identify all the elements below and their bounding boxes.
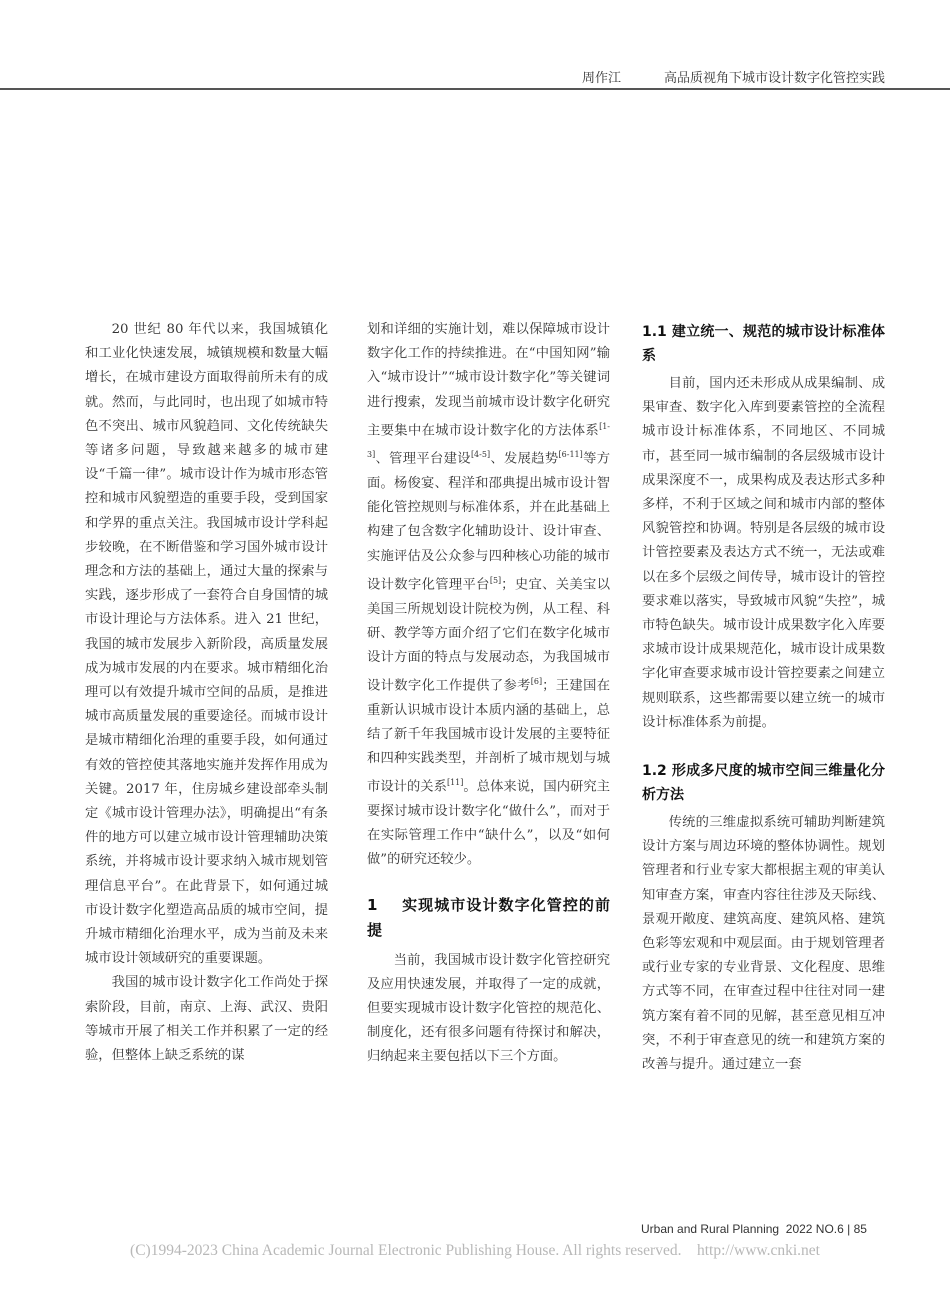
paragraph: 我国的城市设计数字化工作尚处于探索阶段，目前，南京、上海、武汉、贵阳等城市开展了相关工作并积累了一定的经验，但整体上缺乏系统的谋 xyxy=(85,975,328,1064)
citation: [6] xyxy=(530,677,543,687)
citation: [4-5] xyxy=(470,450,491,460)
subsection-heading: 1.1 建立统一、规范的城市设计标准体系 xyxy=(642,324,885,364)
paragraph: 传统的三维虚拟系统可辅助判断建筑设计方案与周边环境的整体协调性。规划管理者和行业专家大都根据主观的审美认知审查方案，审查内容往往涉及天际线、景观开敞度、建筑高度、建筑风格、建筑色彩等宏观和中观层面。由于规划管理者或行业专家的专业背景、文化程度、思维方式等不同，在审查过程中往往对同一建筑方案有着不同的见解，甚至意见相互冲突，不利于审查意见的统一和建筑方案的改善与提升。通过建立一套 xyxy=(642,815,885,1073)
running-header xyxy=(0,62,950,90)
footer-separator: | xyxy=(847,1222,851,1236)
journal-footer xyxy=(641,1222,867,1236)
section-title: 实现城市设计数字化管控的前提 xyxy=(367,895,610,939)
column-3 xyxy=(642,320,885,1077)
citation: [11] xyxy=(446,778,464,788)
citation: [1-3] xyxy=(367,421,610,460)
paragraph: 目前，国内还未形成从成果编制、成果审查、数字化入库到要素管控的全流程城市设计标准体系，不同地区、不同城市，甚至同一城市编制的各层级城市设计成果深度不一，成果构成及表达形式多种多样，不利于区域之间和城市内部的整体风貌管控和协调。特别是各层级的城市设计管控要素及表达方式不统一，无法或难以在多个层级之间传导，城市设计的管控要求难以落实，导致城市风貌“失控”，城市特色缺失。城市设计成果数字化入库要求城市设计成果规范化，城市设计成果数字化审查要求城市设计管控要素之间建立规则联系，这些都需要以建立统一的城市设计标准体系为前提。 xyxy=(642,376,885,730)
paragraph-text: ；史宜、关美宝以美国三所规划设计院校为例，从工程、科研、教学等方面介绍了它们在数字化城市设计方面的特点与发展动态，为我国城市设计数字化工作提供了参考 xyxy=(367,577,611,694)
paragraph-text: 划和详细的实施计划，难以保障城市设计数字化工作的持续推进。在“中国知网”输入“城市设计”“城市设计数字化”等关键词进行搜索，发现当前城市设计数字化研究主要集中在城市设计数字化的方法体系 xyxy=(367,322,610,439)
paragraph-text: 、管理平台建设 xyxy=(375,451,471,467)
paragraph-text: 等方面。杨俊宴、程洋和邵典提出城市设计智能化管控规则与标准体系，并在此基础上构建了包含数字化辅助设计、设计审查、实施评估及公众参与四种核心功能的城市设计数字化管理平台 xyxy=(367,451,611,593)
header-title: 高品质视角下城市设计数字化管控实践 xyxy=(664,71,886,86)
paragraph xyxy=(367,318,610,873)
citation: [6-11] xyxy=(558,450,583,460)
section-heading xyxy=(367,893,610,943)
journal-name: Urban and Rural Planning xyxy=(641,1222,780,1236)
header-author: 周作江 xyxy=(582,71,622,86)
paragraph-text: 、发展趋势 xyxy=(490,451,559,467)
column-1 xyxy=(85,318,328,1068)
subsection-heading: 1.2 形成多尺度的城市空间三维量化分析方法 xyxy=(642,763,885,804)
paragraph-text: 。总体来说，国内研究主要探讨城市设计数字化“做什么”，而对于在实际管理工作中“缺什么”，以及“如何做”的研究还较少。 xyxy=(367,779,610,868)
paragraph-text: ；王建国在重新认识城市设计本质内涵的基础上，总结了新千年我国城市设计发展的主要特征和四种实践类型，并剖析了城市规划与城市设计的关系 xyxy=(367,678,611,795)
section-number: 1 xyxy=(367,895,378,914)
paragraph: 20 世纪 80 年代以来，我国城镇化和工业化快速发展，城镇规模和数量大幅增长，在城市建设方面取得前所未有的成就。然而，与此同时，也出现了如城市特色不突出、城市风貌趋同、文化传统缺失等诸多问题，导致越来越多的城市建设“千篇一律”。城市设计作为城市形态管控和城市风貌塑造的重要手段，受到国家和学界的重点关注。我国城市设计学科起步较晚，在不断借鉴和学习国外城市设计理念和方法的基础上，通过大量的探索与实践，逐步形成了一套符合自身国情的城市设计理论与方法体系。进入 21 世纪，我国的城市发展步入新阶段，高质量发展成为城市发展的内在要求。城市精细化治理可以有效提升城市空间的品质，是推进城市高质量发展的重要途径。而城市设计是城市精细化治理的重要手段，如何通过有效的管控使其落地实施并发挥作用成为关键。2017 年，住房城乡建设部牵头制定《城市设计管理办法》，明确提出“有条件的地方可以建立城市设计管理辅助决策系统，并将城市设计要求纳入城市规划管理信息平台”。在此背景下，如何通过城市设计数字化塑造高品质的城市空间，提升城市精细化治理水平，成为当前及未来城市设计领域研究的重要课题。 xyxy=(85,322,328,967)
journal-issue: 2022 NO.6 xyxy=(785,1222,844,1236)
citation: [5] xyxy=(489,575,502,585)
copyright-watermark: (C)1994-2023 China Academic Journal Electronic Publishing House. All rights reserved. http://www.cnki.net xyxy=(130,1242,820,1259)
column-2 xyxy=(367,318,610,1070)
paragraph: 当前，我国城市设计数字化管控研究及应用快速发展，并取得了一定的成就，但要实现城市设计数字化管控的规范化、制度化，还有很多问题有待探讨和解决，归纳起来主要包括以下三个方面。 xyxy=(367,952,610,1065)
page-number: 85 xyxy=(853,1222,867,1236)
